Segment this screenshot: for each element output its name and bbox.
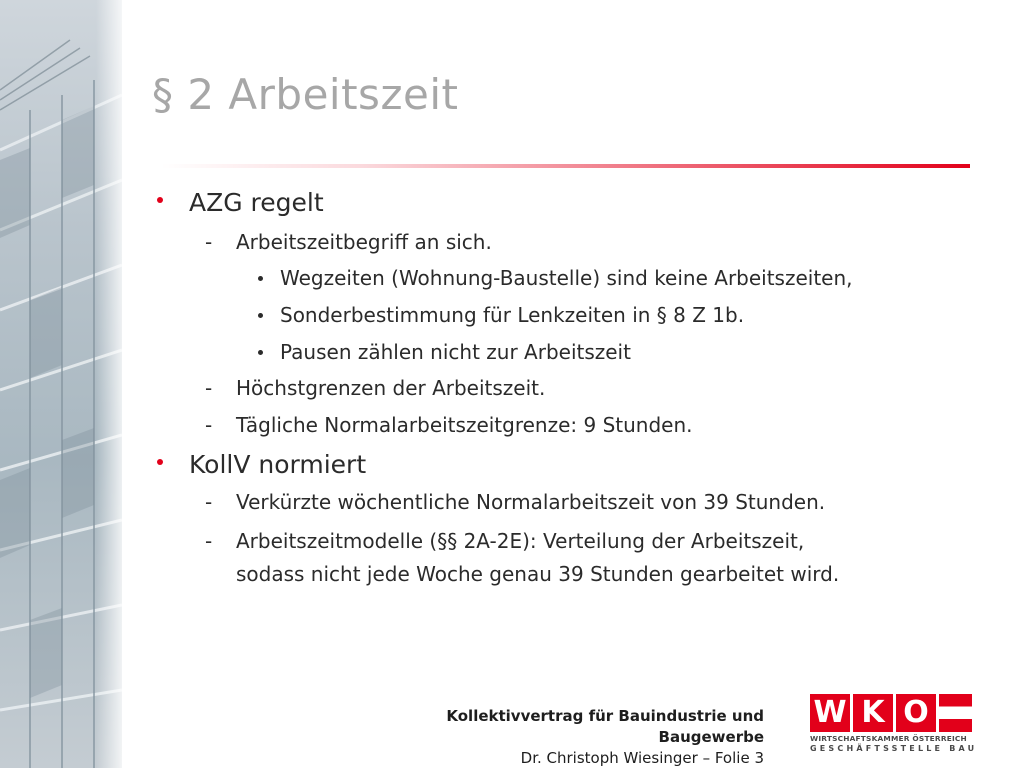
- section-heading-text: AZG regelt: [189, 188, 324, 217]
- slide-footer: [340, 706, 764, 768]
- list-item-text: Arbeitszeitmodelle (§§ 2A-2E): Verteilung der Arbeitszeit,: [236, 529, 805, 553]
- dash-marker: -: [205, 230, 213, 254]
- austria-flag-icon: [939, 694, 972, 732]
- dash-marker: -: [205, 529, 213, 553]
- footer-author-page: Dr. Christoph Wiesinger – Folie 3: [520, 749, 764, 767]
- list-item-text: Höchstgrenzen der Arbeitszeit.: [236, 376, 546, 400]
- logo-letter: O: [896, 694, 936, 732]
- title-underline: [160, 164, 970, 168]
- logo-letter: K: [853, 694, 893, 732]
- sub-list-item-text: Wegzeiten (Wohnung-Baustelle) sind keine Arbeitszeiten,: [280, 266, 853, 290]
- sub-list-item-text: Pausen zählen nicht zur Arbeitszeit: [280, 340, 631, 364]
- dash-marker: -: [205, 490, 213, 514]
- logo-line-2: GESCHÄFTSSTELLE BAU: [810, 744, 978, 753]
- logo-letters: [810, 694, 936, 732]
- red-bullet-icon: [157, 197, 163, 203]
- bullet-icon: [258, 276, 263, 281]
- red-bullet-icon: [157, 459, 163, 465]
- footer-title: Kollektivvertrag für Bauindustrie und Baugewerbe: [446, 707, 764, 746]
- dash-marker: -: [205, 413, 213, 437]
- bullet-icon: [258, 313, 263, 318]
- list-item-text: Verkürzte wöchentliche Normalarbeitszeit von 39 Stunden.: [236, 490, 826, 514]
- wko-logo: [810, 694, 978, 754]
- dash-marker: -: [205, 376, 213, 400]
- list-item-text: Tägliche Normalarbeitszeitgrenze: 9 Stunden.: [236, 413, 693, 437]
- sub-list-item-text: Sonderbestimmung für Lenkzeiten in § 8 Z 1b.: [280, 303, 745, 327]
- list-item-text: sodass nicht jede Woche genau 39 Stunden gearbeitet wird.: [236, 562, 840, 586]
- list-item-text: Arbeitszeitbegriff an sich.: [236, 230, 492, 254]
- building-facade-photo: [0, 0, 122, 768]
- logo-line-1: WIRTSCHAFTSKAMMER ÖSTERREICH: [810, 734, 967, 743]
- bullet-icon: [258, 350, 263, 355]
- section-heading-text: KollV normiert: [189, 450, 367, 479]
- logo-letter: W: [810, 694, 850, 732]
- slide-title: § 2 Arbeitszeit: [152, 70, 459, 119]
- photo-fade: [96, 0, 122, 768]
